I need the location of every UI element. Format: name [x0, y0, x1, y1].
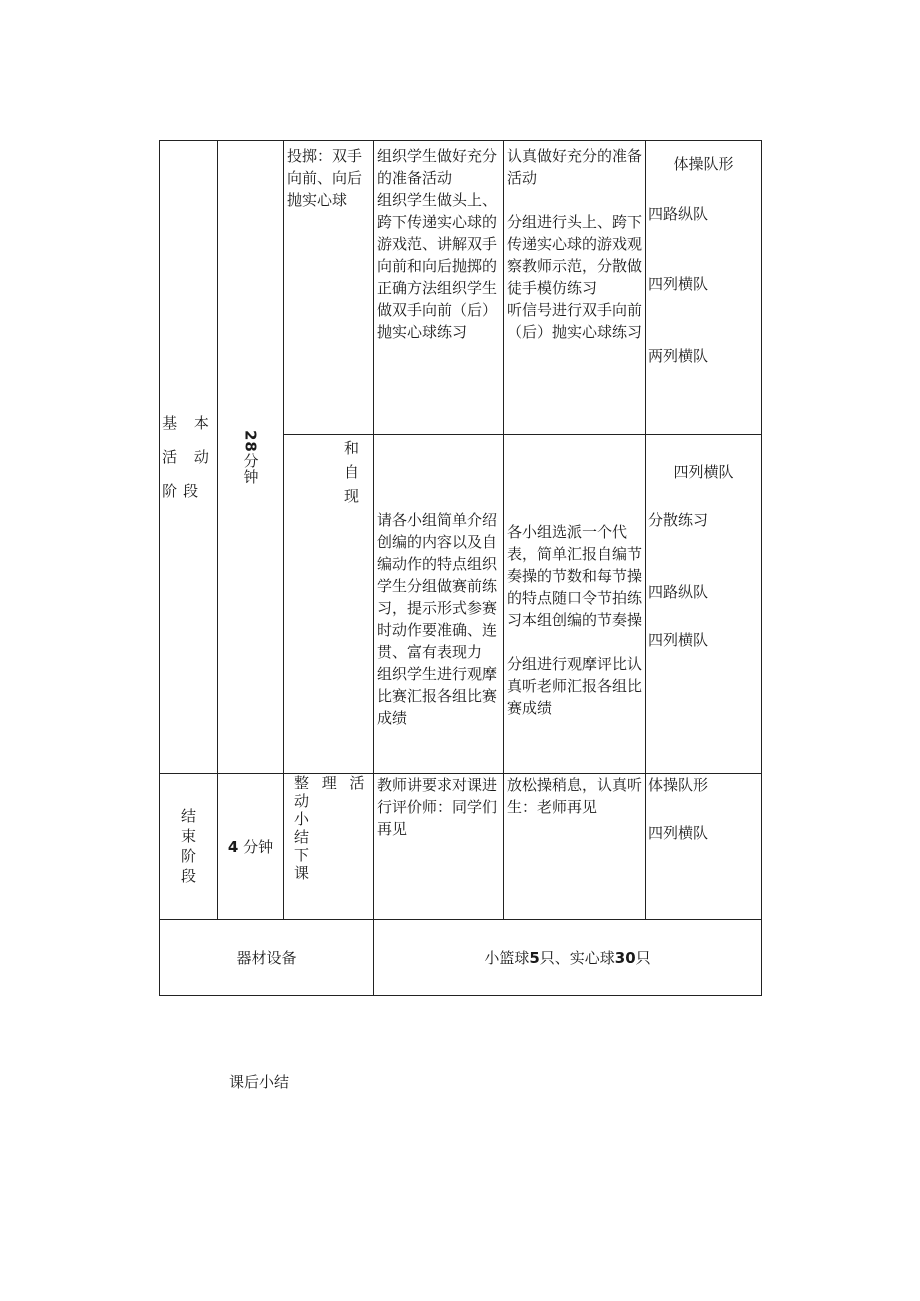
content-cell-end — [284, 774, 374, 920]
student-cell-end — [504, 774, 646, 920]
content-throw-text: 投掷：双手向前、向后抛实心球 — [287, 147, 363, 209]
formation-cell-showcase — [646, 435, 762, 774]
stage-label-line: 活 动 — [162, 448, 215, 466]
content-cell-showcase — [284, 435, 374, 774]
formation-item: 四路纵队 — [648, 205, 709, 223]
formation-item: 四列横队 — [648, 275, 709, 293]
formation-item: 四路纵队 — [648, 583, 709, 601]
content-char: 自 — [344, 463, 360, 481]
end-stage-label — [160, 774, 218, 920]
stage-label-line: 基 本 — [162, 414, 215, 432]
formation-item: 四列横队 — [648, 631, 709, 649]
student-showcase-text: 各小组选派一个代表，简单汇报自编节奏操的节数和每节操的特点随口令节拍练习本组创编的节奏操 分组进行观摩评比认真听老师汇报各组比赛成绩 — [507, 523, 643, 717]
time-number: 4 — [227, 837, 239, 856]
end-stage-row — [160, 774, 762, 920]
formation-item: 四列横队 — [673, 463, 734, 481]
equipment-count-basketball: 5 — [529, 948, 540, 967]
content-char: 动 — [294, 792, 310, 810]
time-unit: 分钟 — [243, 837, 274, 856]
content-char: 和 — [344, 439, 360, 457]
content-char: 小 — [294, 810, 310, 828]
teacher-end-text: 教师讲要求对课进行评价师：同学们再见 — [377, 776, 498, 838]
lesson-plan-table — [159, 140, 762, 996]
after-class-summary-title: 课后小结 — [229, 1073, 290, 1091]
time-unit: 分钟 — [241, 452, 260, 485]
formation-item: 分散练习 — [648, 511, 709, 529]
teacher-cell-end — [374, 774, 504, 920]
stage-label-char: 阶 — [180, 847, 196, 865]
student-cell-showcase — [504, 435, 646, 774]
end-stage-time — [218, 774, 284, 920]
basic-stage-row-throw — [160, 141, 762, 435]
equipment-row — [160, 920, 762, 996]
equipment-label-cell — [160, 920, 374, 996]
content-end-head: 整 理 活 — [294, 774, 369, 792]
student-end-text: 放松操稍息，认真听生：老师再见 — [507, 776, 643, 816]
student-cell-throw — [504, 141, 646, 435]
teacher-cell-showcase — [374, 435, 504, 774]
stage-label-line: 阶段 — [162, 482, 205, 500]
formation-item: 四列横队 — [648, 824, 709, 842]
formation-cell-throw — [646, 141, 762, 435]
content-char: 结 — [294, 828, 310, 846]
time-number: 28 — [241, 429, 260, 453]
student-throw-text: 认真做好充分的准备活动 分组进行头上、跨下传递实心球的游戏观察教师示范，分散做徒手模仿练习 听信号进行双手向前（后）抛实心球练习 — [507, 147, 643, 341]
content-char: 现 — [344, 487, 360, 505]
equipment-value — [484, 949, 650, 967]
equipment-count-medicine-ball: 30 — [614, 948, 636, 967]
formation-item: 体操队形 — [673, 155, 734, 173]
equipment-value-cell — [374, 920, 762, 996]
equipment-unit: 只 — [635, 948, 651, 967]
stage-label-char: 段 — [180, 867, 196, 885]
basic-stage-time-text — [240, 430, 262, 485]
content-char: 下 — [294, 846, 310, 864]
equipment-item-basketball: 小篮球 — [484, 948, 530, 967]
basic-stage-label — [160, 141, 218, 774]
formation-item: 两列横队 — [648, 347, 709, 365]
content-cell-throw — [284, 141, 374, 435]
stage-label-char: 结 — [180, 807, 196, 825]
teacher-cell-throw — [374, 141, 504, 435]
teacher-throw-text: 组织学生做好充分的准备活动 组织学生做头上、跨下传递实心球的游戏范、讲解双手向前和向后抛掷的正确方法组织学生做双手向前（后）抛实心球练习 — [377, 147, 498, 341]
equipment-item-medicine-ball: 只、实心球 — [539, 948, 615, 967]
content-char: 课 — [294, 864, 310, 882]
formation-item: 体操队形 — [648, 776, 709, 794]
equipment-label: 器材设备 — [236, 948, 297, 967]
stage-label-char: 束 — [180, 827, 196, 845]
basic-stage-time — [218, 141, 284, 774]
formation-cell-end — [646, 774, 762, 920]
teacher-showcase-text: 请各小组简单介绍创编的内容以及自编动作的特点组织学生分组做赛前练习，提示形式参赛时动作要准确、连贯、富有表现力 组织学生进行观摩比赛汇报各组比赛成绩 — [377, 511, 498, 727]
